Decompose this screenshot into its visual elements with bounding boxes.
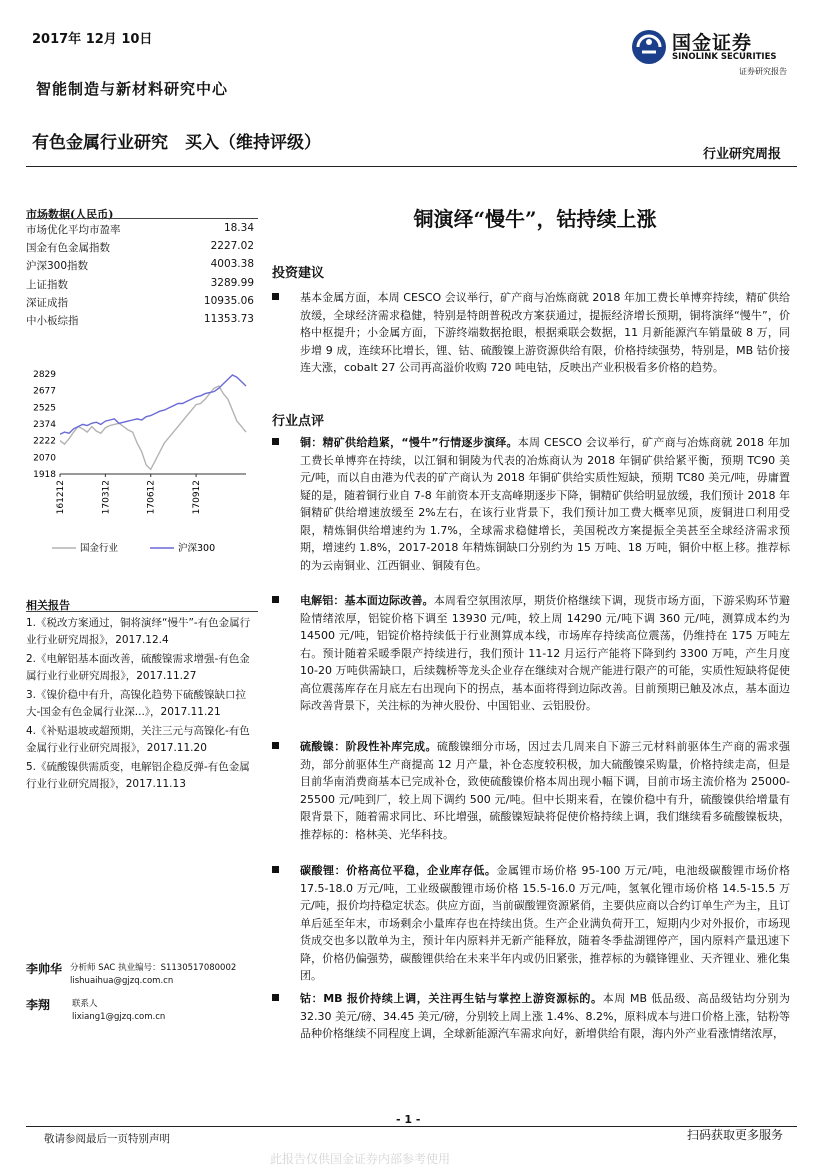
y-tick-label: 2677: [33, 386, 56, 397]
footer-qr-note: 扫码获取更多服务: [686, 1128, 783, 1142]
bullet-icon: [272, 994, 279, 1001]
related-report-link[interactable]: 5.《硫酸镍供需质变，电解铝企稳反弹-有色金属行业行业研究周报》，2017.11.13: [26, 761, 250, 790]
market-data-title: 市场数据(人民币): [26, 208, 114, 221]
index-comparison-chart: [22, 362, 258, 570]
review-item-cobalt: 钴：MB 报价持续上调，关注再生钴与掌控上游资源标的。本周 MB 低品级、高品级钴均分别为 32.30 美元/磅、34.45 美元/磅，分别较上周上涨 1.4%、8.2%，原料成本与进口价格上涨，钴粉等品种价格继续不同程度上调，全球新能源汽车需求向好，新增供给有限，海内外产业看涨情绪浓厚，: [272, 990, 790, 1043]
review-item-lithium: 碳酸锂：价格高位平稳，企业库存低。金属锂市场价格 95-100 万元/吨，电池级碳酸锂市场价格 17.5-18.0 万元/吨，工业级碳酸锂市场价格 15.5-16.0 万元/吨，氢氧化锂市场价格 14.5-15.5 万元/吨，报价均持稳定状态。供应方面，当前碳酸锂资源紧俏，主要供应商以合约订单生产为主，且订单后延至年末，市场剩余小量库存也在持续出货。生产企业满负荷开工，短期内少对外报价，市场现货成交也多以散单为主，预计年内原料并无新产能释放，随着冬季盐湖锂停产，国内原料产量迅速下降，价格仍偏强势，碳酸锂供给在未来半年内或仍旧紧张，推荐标的为赣锋锂业、天齐锂业、雅化集团。: [272, 862, 790, 985]
series-line-hs300: [60, 375, 246, 434]
analyst-block: [26, 960, 266, 988]
disclaimer-note: 敬请参阅最后一页特别声明: [44, 1133, 170, 1145]
contact-name: 李翔: [26, 998, 51, 1012]
research-center: 智能制造与新材料研究中心: [36, 80, 229, 98]
bullet-icon: [272, 293, 279, 300]
x-tick-label: 161212: [56, 480, 66, 515]
bullet-icon: [272, 742, 279, 749]
related-divider: [26, 611, 258, 612]
market-row: 中小板综指 11353.73: [26, 312, 254, 327]
review-item-aluminum: 电解铝：基本面边际改善。本周看空氛围浓厚，期货价格继续下调，现货市场方面，下游采购环节避险情绪浓厚，铝锭价格下调至 13930 元/吨，较上周 14290 元/吨下调 360 元/吨，测算成本约为 14500 元/吨，铝锭价格持续低于行业测算成本线，市场库存持续高位震荡，仍维持在 175 万吨左右。预计随着采暖季限产持续进行，我们预计 11-12 月运行产能将下降到约 3300 万吨，产生月度 10-20 万吨供需缺口，后续魏桥等龙头企业存在继续对合规产能进行限产的可能，实质性短缺将促使高位震荡库存在月底左右出现向下的拐点，基本面将得到边际改善。目前预期已触及冰点，基本面边际改善背景下，关注标的为神火股份、中国铝业、云铝股份。: [272, 592, 790, 715]
related-report-link[interactable]: 4.《补贴退坡或超预期，关注三元与高镍化-有色金属行业行业研究周报》，2017.11.20: [26, 725, 250, 754]
header-divider: [26, 166, 797, 167]
sinolink-logo-icon: [630, 28, 668, 66]
industry-review-heading: 行业点评: [272, 414, 325, 429]
y-tick-label: 2222: [33, 436, 56, 447]
series-line-industry: [60, 386, 246, 469]
x-tick-label: 170312: [101, 480, 112, 515]
watermark-text: 此报告仅供国金证券内部参考使用: [270, 1152, 451, 1166]
invest-advice-paragraph: 基本金属方面，本周 CESCO 会议举行，矿产商与冶炼商就 2018 年加工费长单博弈持续，精矿供给放缓，全球经济需求稳健，特别是特朗普税改方案获通过，提振经济增长预期，铜将演绎“慢牛”，价格中枢提升；小金属方面，下游终端数据抢眼，根据乘联会数据，11 月新能源汽车销量破 8 万，同步增 9 成，连续环比增长，锂、钴、硫酸镍上游资源供给有限，价格持续强势，特别是，MB 钴价接连大涨，cobalt 27 公司再高溢价收购 720 吨电钴，反映出产业积极看多价格的趋势。: [272, 289, 790, 377]
logo-subtitle: 证券研究报告: [739, 67, 787, 76]
bullet-icon: [272, 438, 279, 445]
invest-advice-heading: 投资建议: [272, 266, 325, 281]
related-reports-title: 相关报告: [26, 599, 70, 612]
market-row: 市场优化平均市盈率 18.34: [26, 222, 254, 236]
market-row: 国金有色金属指数 2227.02: [26, 240, 254, 255]
analyst-id: 分析师 SAC 执业编号：S1130517080002: [70, 963, 237, 973]
y-tick-label: 2829: [33, 370, 56, 380]
contact-block: [26, 996, 266, 1024]
contact-role: 联系人: [72, 999, 98, 1009]
footer-divider: [26, 1126, 797, 1127]
analyst-email[interactable]: lishuaihua@gjzq.com.cn: [70, 976, 174, 986]
related-report-link[interactable]: 3.《镍价稳中有升，高镍化趋势下硫酸镍缺口拉大-国金有色金属行业深...》，2017.11.21: [26, 689, 247, 718]
review-item-copper: 铜：精矿供给趋紧，“慢牛”行情逐步演绎。本周 CESCO 会议举行，矿产商与冶炼商就 2018 年加工费长单博弈在持续，以江铜和铜陵为代表的冶炼商认为 2018 年铜矿供给紧平衡，预期 TC90 美元/吨，而以自由港为代表的矿产商认为 2018 年铜矿供给实质性短缺，预期 TC80 美元/吨，毋庸置疑的是，随着铜行业自 7-8 年前资本开支高峰期逐步下降，铜精矿供给明显放缓，我们预计 2018 年铜精矿供给增速放缓至 2%左右，在该行业背景下，我们预计加工费大概率见顶，废铜进口利用受限，精炼铜供给增速约为 1.7%，全球需求稳健增长，美国税改方案提振全美甚至全球经济需求预期，增速约 1.8%，2017-2018 年精炼铜缺口分别约为 15 万吨、18 万吨，铜价中枢上移。推荐标的为云南铜业、江西铜业、铜陵有色。: [272, 434, 790, 574]
analyst-name: 李帅华: [26, 962, 63, 976]
report-title: 铜演绎“慢牛”，钴持续上涨: [413, 207, 657, 231]
review-item-nickel-sulfate: 硫酸镍：阶段性补库完成。硫酸镍细分市场，因过去几周来自下游三元材料前驱体生产商的需求强劲，部分前驱体生产商提高 12 月产量，补仓态度较积极，加大硫酸镍采购量，价格持续走高，但是目前华南消费商基本已完成补仓，致使硫酸镍价格本周出现小幅下调，目前市场主流价格为 25000-25500 元/吨到厂，较上周下调约 500 元/吨。但中长期来看，在镍价稳中有升，硫酸镍供给增量有限背景下，随着需求同比、环比增强，硫酸镍短缺将促使价格持续上调，我们继续看多硫酸镍板块，推荐标的：格林美、光华科技。: [272, 738, 790, 843]
related-reports-list: [26, 615, 258, 795]
legend-label: 沪深300: [178, 543, 216, 554]
legend-label: 国金行业: [80, 543, 119, 554]
market-row: 上证指数 3289.99: [26, 276, 254, 291]
y-tick-label: 2374: [33, 419, 56, 430]
market-divider: [26, 218, 258, 219]
y-tick-label: 2525: [33, 403, 56, 414]
market-row: 深证成指 10935.06: [26, 294, 254, 309]
logo-name: 国金证券: [672, 32, 753, 54]
bullet-icon: [272, 866, 279, 873]
bullet-icon: [272, 596, 279, 603]
x-tick-label: 170912: [192, 480, 203, 515]
contact-email[interactable]: lixiang1@gjzq.com.cn: [72, 1012, 166, 1022]
industry-rating: 有色金属行业研究 买入（维持评级）: [32, 133, 321, 153]
y-tick-label: 2070: [33, 453, 56, 464]
related-report-link[interactable]: 2.《电解铝基本面改善，硫酸镍需求增强-有色金属行业行业研究周报》，2017.11.27: [26, 653, 250, 682]
related-report-link[interactable]: 1.《税改方案通过，铜将演绎“慢牛”-有色金属行业行业研究周报》，2017.12.4: [26, 617, 251, 646]
logo-english: SINOLINK SECURITIES: [672, 52, 777, 62]
y-tick-label: 1918: [33, 470, 56, 480]
report-date: 2017年 12月 10日: [32, 32, 153, 47]
page-number: - 1 -: [396, 1113, 421, 1126]
x-tick-label: 170612: [146, 480, 157, 515]
report-type: 行业研究周报: [702, 147, 781, 162]
market-row: 沪深300指数 4003.38: [26, 258, 254, 273]
market-table: [26, 222, 258, 331]
